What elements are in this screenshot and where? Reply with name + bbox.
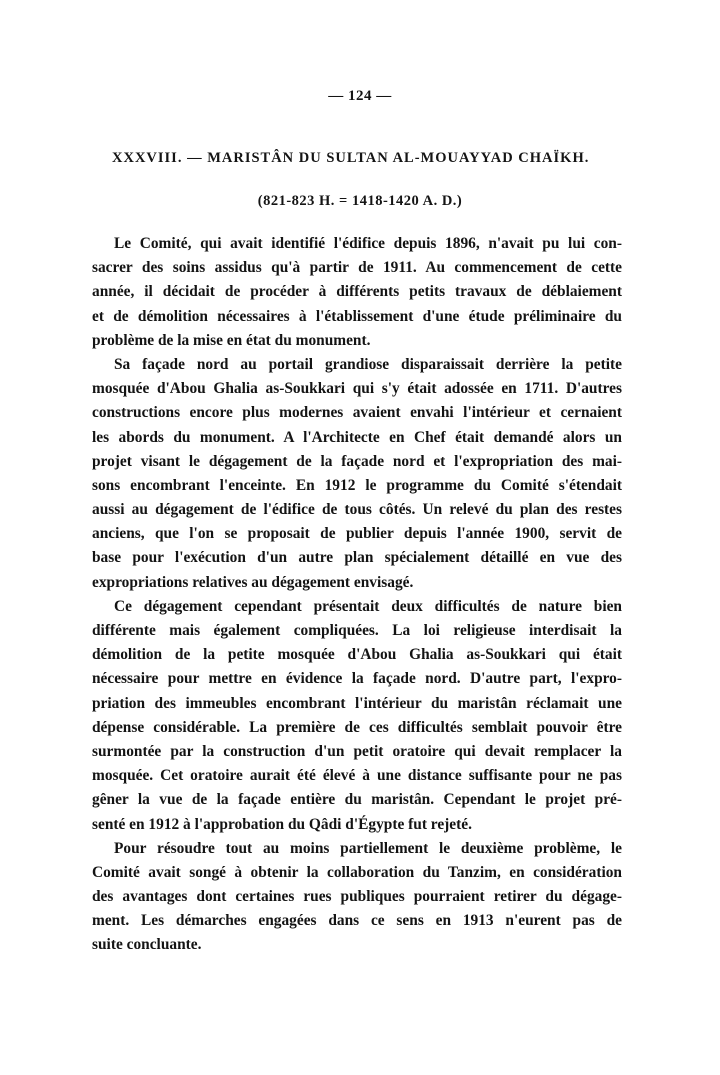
page-number: — 124 —	[328, 88, 392, 104]
text-line: mosquée. Cet oratoire aurait été élevé à une distance suffisante pour ne pas	[92, 767, 622, 785]
text-line: Ce dégagement cependant présentait deux difficultés de nature bien	[114, 597, 622, 615]
text-line: année, il décidait de procéder à différents petits travaux de déblaiement	[92, 283, 622, 301]
text-line: Comité avait songé à obtenir la collaboration du Tanzim, en considération	[92, 863, 622, 881]
text-line: expropriations relatives au dégagement envisagé.	[92, 573, 414, 591]
text-line: anciens, que l'on se proposait de publier depuis l'année 1900, servit de	[92, 525, 622, 543]
text-line: priation des immeubles encombrant l'intérieur du maristân réclamait une	[92, 694, 622, 712]
text-line: des avantages dont certaines rues publiques pourraient retirer du dégage-	[92, 888, 622, 906]
text-line: gêner la vue de la façade entière du maristân. Cependant le projet pré-	[92, 791, 622, 809]
text-line: Le Comité, qui avait identifié l'édifice depuis 1896, n'avait pu lui con-	[114, 235, 622, 252]
text-line: Pour résoudre tout au moins partiellement le deuxième problème, le	[114, 839, 622, 857]
text-line: Sa façade nord au portail grandiose disparaissait derrière la petite	[114, 355, 622, 373]
text-line: senté en 1912 à l'approbation du Qâdi d'Égypte fut rejeté.	[92, 815, 472, 833]
text-line: sons encombrant l'enceinte. En 1912 le programme du Comité s'étendait	[92, 476, 622, 494]
text-line: projet visant le dégagement de la façade nord et l'expropriation des mai-	[92, 452, 622, 470]
text-line: aussi au dégagement de l'édifice de tous côtés. Un relevé du plan des restes	[92, 501, 622, 519]
text-line: problème de la mise en état du monument.	[92, 331, 371, 349]
text-line: constructions encore plus modernes avaient envahi l'intérieur et cernaient	[92, 404, 622, 422]
text-line: dépense considérable. La première de ces difficultés semblait pouvoir être	[92, 718, 622, 736]
text-line: différente mais également compliquées. La loi religieuse interdisait la	[92, 622, 622, 639]
text-line: démolition de la petite mosquée d'Abou Ghalia as-Soukkari qui était	[92, 646, 622, 664]
text-line: ment. Les démarches engagées dans ce sens en 1913 n'eurent pas de	[92, 912, 622, 930]
text-line: suite concluante.	[92, 936, 202, 954]
text-line: surmontée par la construction d'un petit oratoire qui devait remplacer la	[92, 742, 622, 760]
text-line: et de démolition nécessaires à l'établissement d'une étude préliminaire du	[92, 307, 622, 325]
chapter-dates: (821-823 H. = 1418-1420 A. D.)	[257, 193, 463, 209]
text-line: sacrer des soins assidus qu'à partir de 1911. Au commencement de cette	[92, 259, 622, 277]
text-line: nécessaire pour mettre en évidence la façade nord. D'autre part, l'expro-	[92, 670, 622, 688]
text-line: base pour l'exécution d'un autre plan spécialement détaillé en vue des	[92, 549, 622, 567]
text-line: les abords du monument. A l'Architecte en Chef était demandé alors un	[92, 428, 622, 446]
body-text	[92, 232, 622, 958]
chapter-title: XXXVIII. — MARISTÂN DU SULTAN AL-MOUAYYAD CHAÏKH.	[112, 150, 590, 166]
text-line: mosquée d'Abou Ghalia as-Soukkari qui s'y était adossée en 1711. D'autres	[92, 380, 622, 398]
